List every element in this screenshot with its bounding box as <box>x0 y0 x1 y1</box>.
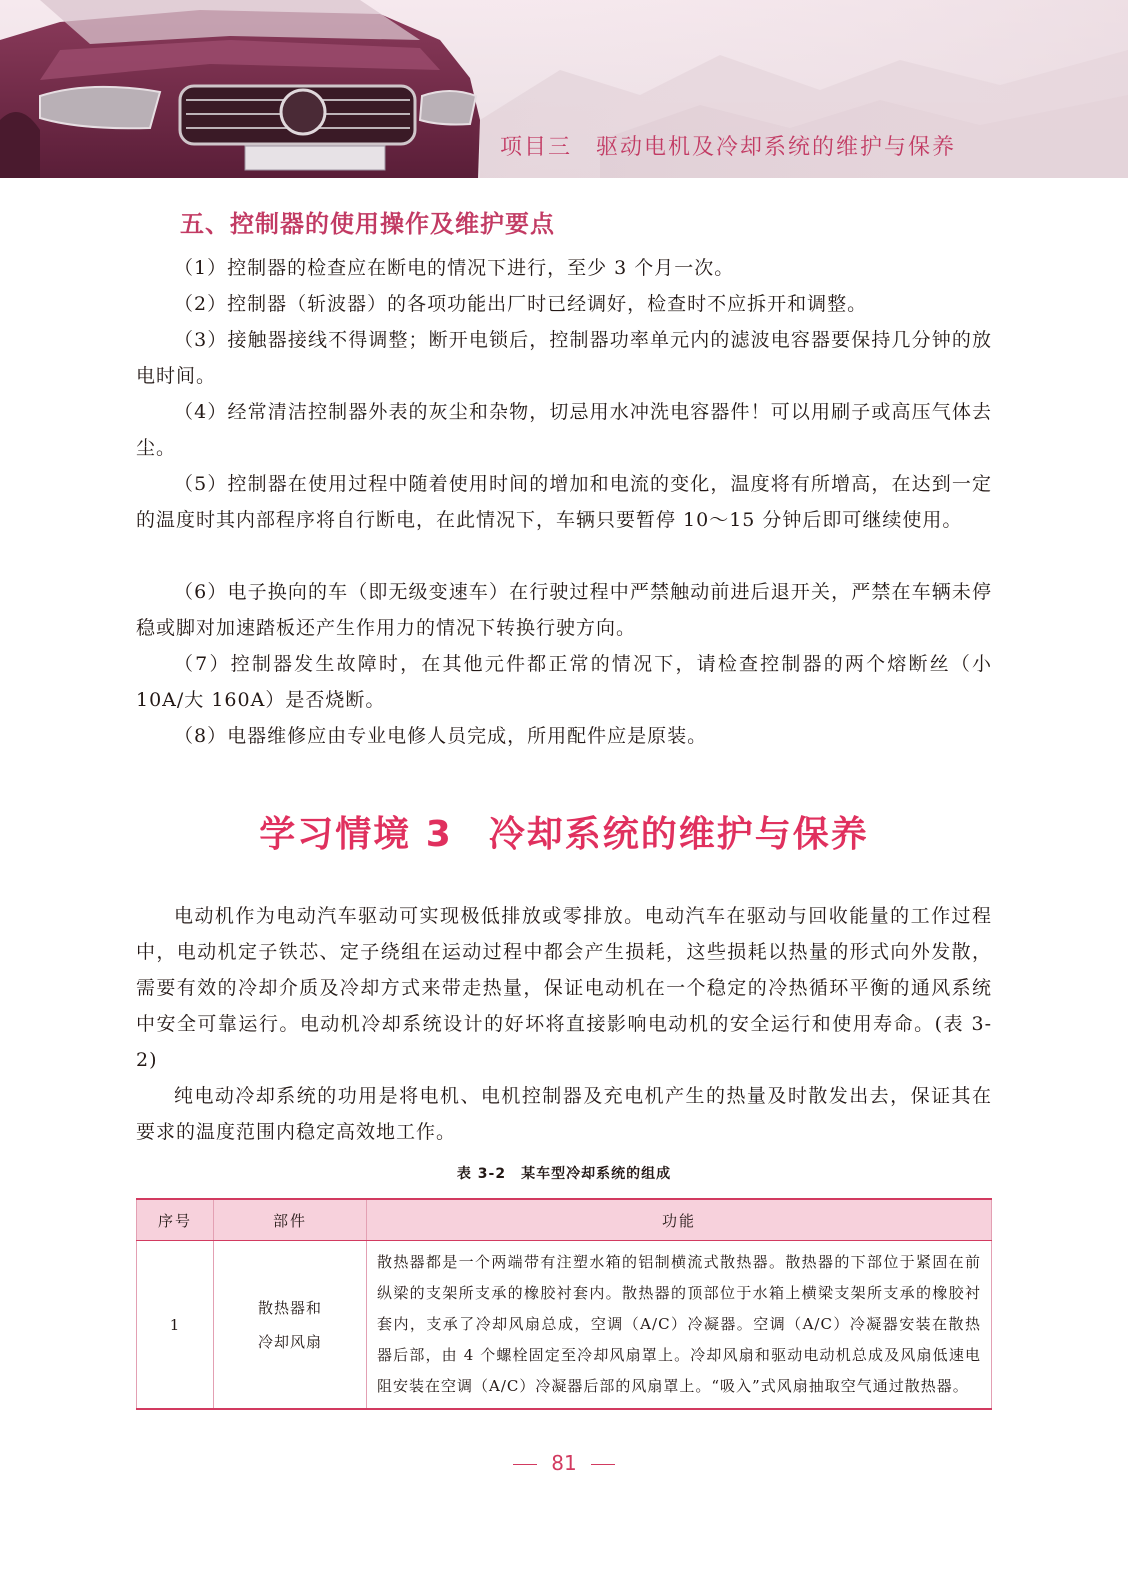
list-item: （3）接触器接线不得调整；断开电锁后，控制器功率单元内的滤波电容器要保持几分钟的放电时间。 <box>136 329 992 387</box>
column-header-function: 功能 <box>367 1199 992 1241</box>
header-banner <box>0 0 1128 178</box>
list-item: （1）控制器的检查应在断电的情况下进行，至少 3 个月一次。 <box>174 257 735 279</box>
column-header-no: 序号 <box>137 1199 214 1241</box>
lesson-label: 学习情境 3 <box>259 814 453 855</box>
header-project-name: 驱动电机及冷却系统的维护与保养 <box>596 135 957 160</box>
cell-function: 散热器都是一个两端带有注塑水箱的铝制横流式散热器。散热器的下部位于紧固在前纵梁的支架所支承的橡胶衬套内。散热器的顶部位于水箱上横梁支架所支承的橡胶衬套内，支承了冷却风扇总成，空调（A/C）冷凝器。空调（A/C）冷凝器安装在散热器后部，由 4 个螺栓固定至冷却风扇罩上。冷却风扇和驱动电动机总成及风扇低速电阻安装在空调（A/C）冷凝器后部的风扇罩上。“吸入”式风扇抽取空气通过散热器。 <box>367 1241 992 1410</box>
cell-part-line: 散热器和 <box>257 1298 322 1317</box>
list-item: （5）控制器在使用过程中随着使用时间的增加和电流的变化，温度将有所增高，在达到一定的温度时其内部程序将自行断电，在此情况下，车辆只要暂停 10～15 分钟后即可继续使用。 <box>136 473 992 531</box>
lesson-title <box>0 806 1128 857</box>
cell-no: 1 <box>137 1241 214 1410</box>
cell-part <box>214 1241 367 1410</box>
cell-part-line: 冷却风扇 <box>257 1332 322 1351</box>
column-header-part: 部件 <box>214 1199 367 1241</box>
list-item: （6）电子换向的车（即无级变速车）在行驶过程中严禁触动前进后退开关，严禁在车辆未停稳或脚对加速踏板还产生作用力的情况下转换行驶方向。 <box>136 581 992 639</box>
page-number-dash <box>513 1464 537 1465</box>
header-project-label: 项目三 <box>500 135 573 160</box>
list-item: （7）控制器发生故障时，在其他元件都正常的情况下，请检查控制器的两个熔断丝（小 10A/大 160A）是否烧断。 <box>136 653 992 711</box>
page-number <box>0 1451 1128 1475</box>
section-heading: 五、控制器的使用操作及维护要点 <box>180 210 555 238</box>
header-project-title <box>500 130 956 161</box>
body-paragraph: 纯电动冷却系统的功用是将电机、电机控制器及充电机产生的热量及时散发出去，保证其在要求的温度范围内稳定高效地工作。 <box>136 1085 992 1143</box>
lesson-name: 冷却系统的维护与保养 <box>488 814 869 855</box>
table-header-row <box>137 1199 992 1241</box>
page-number-dash <box>591 1464 615 1465</box>
components-table <box>136 1198 992 1410</box>
body-paragraph: 电动机作为电动汽车驱动可实现极低排放或零排放。电动汽车在驱动与回收能量的工作过程中，电动机定子铁芯、定子绕组在运动过程中都会产生损耗，这些损耗以热量的形式向外发散，需要有效的冷却介质及冷却方式来带走热量，保证电动机在一个稳定的冷热循环平衡的通风系统中安全可靠运行。电动机冷却系统设计的好坏将直接影响电动机的安全运行和使用寿命。(表 3-2) <box>136 905 992 1071</box>
page-number-value: 81 <box>551 1451 577 1475</box>
list-item: （8）电器维修应由专业电修人员完成，所用配件应是原装。 <box>174 725 708 747</box>
table-caption: 表 3-2 某车型冷却系统的组成 <box>456 1166 672 1182</box>
table-row <box>137 1241 992 1410</box>
list-item: （2）控制器（斩波器）的各项功能出厂时已经调好，检查时不应拆开和调整。 <box>174 293 868 315</box>
list-item: （4）经常清洁控制器外表的灰尘和杂物，切忌用水冲洗电容器件！可以用刷子或高压气体去尘。 <box>136 401 992 459</box>
